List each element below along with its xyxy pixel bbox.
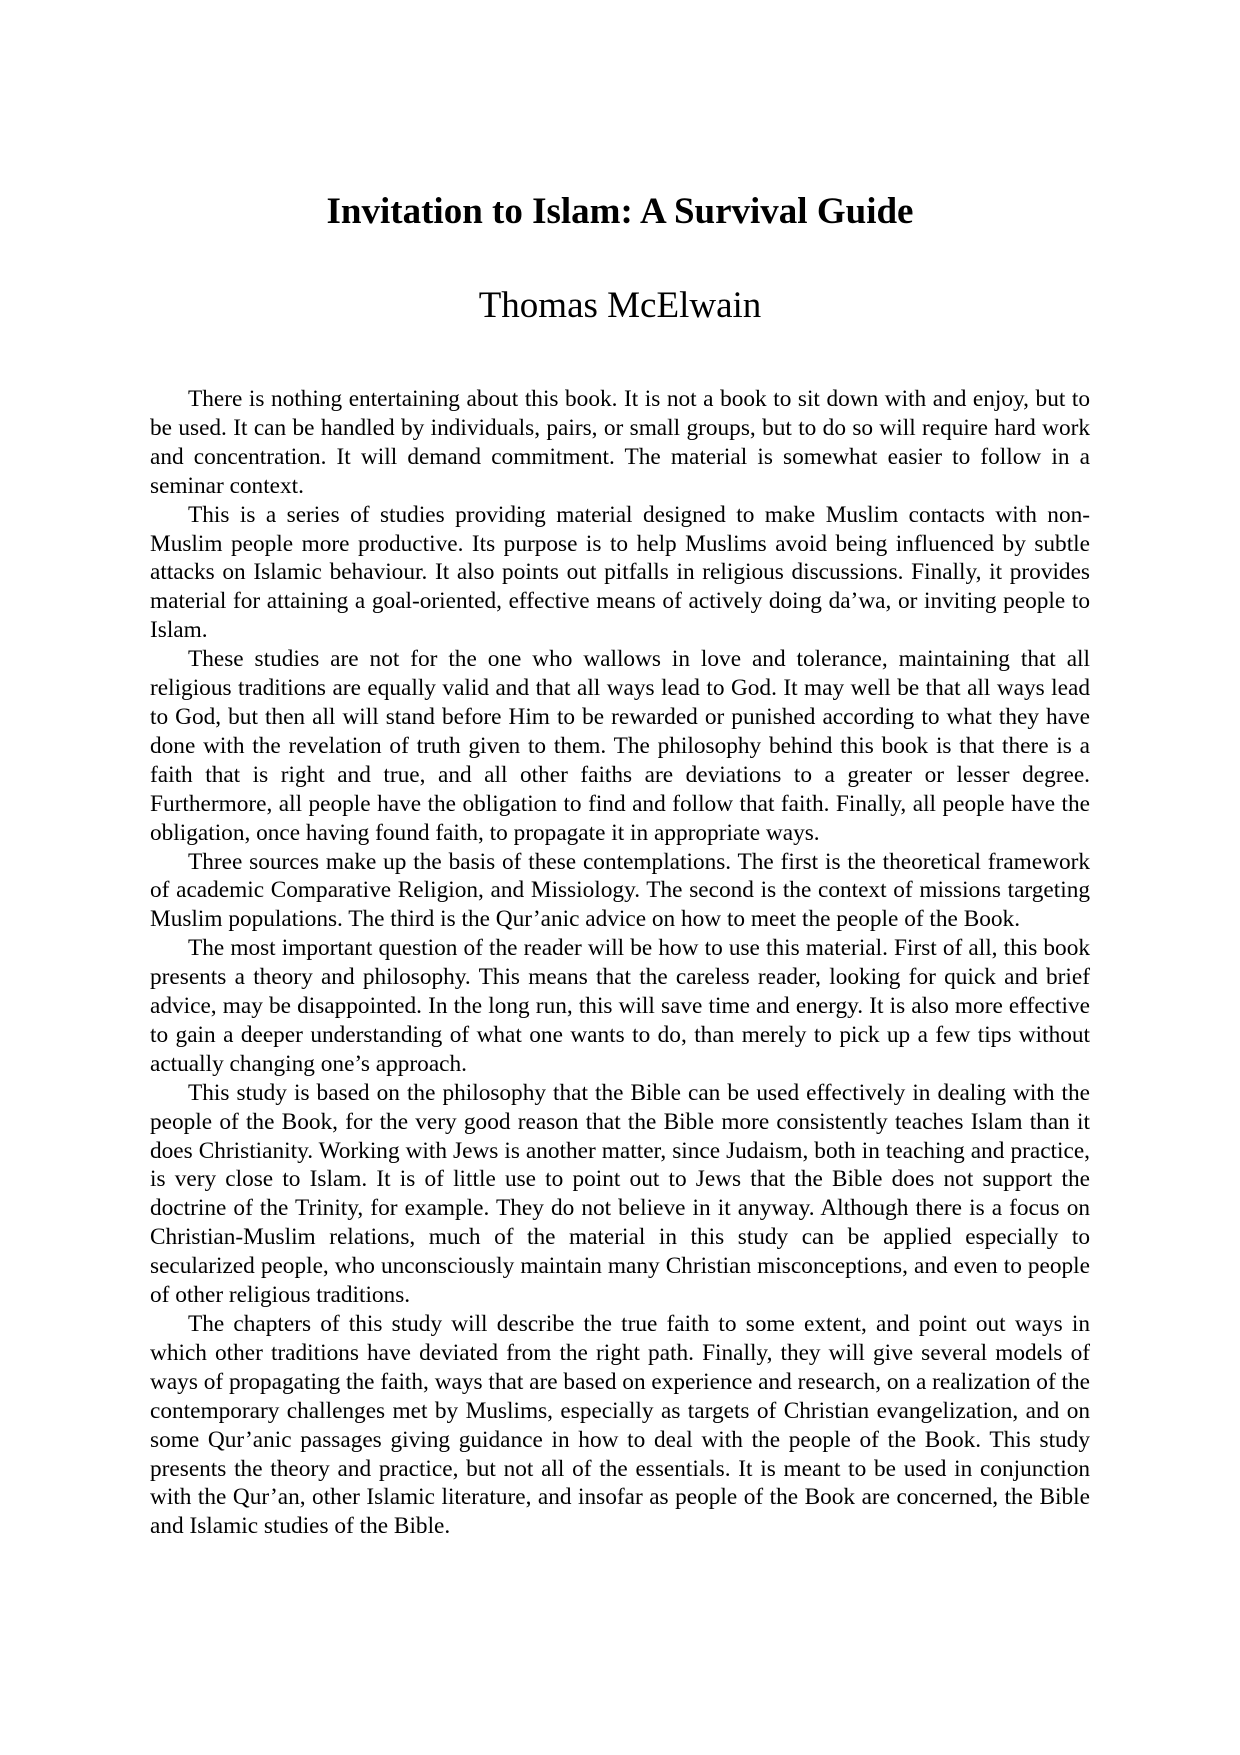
paragraph: There is nothing entertaining about this book. It is not a book to sit down with and enjoy, but to be used. It can be handled by individuals, pairs, or small groups, but to do so will require hard work and concentration. It will demand commitment. The material is somewhat easier to follow in a seminar context. <box>150 386 1090 499</box>
paragraph: Three sources make up the basis of these contemplations. The first is the theoretical framework of academic Comparative Religion, and Missiology. The second is the context of missions targeting Muslim populations. The third is the Qur’anic advice on how to meet the people of the Book. <box>150 848 1090 933</box>
document-body <box>150 385 1090 1541</box>
paragraph: These studies are not for the one who wallows in love and tolerance, maintaining that all religious traditions are equally valid and that all ways lead to God. It may well be that all ways lead to God, but then all will stand before Him to be rewarded or punished according to what they have done with the revelation of truth given to them. The philosophy behind this book is that there is a faith that is right and true, and all other faiths are deviations to a greater or lesser degree. Furthermore, all people have the obligation to find and follow that faith. Finally, all people have the obligation, once having found faith, to propagate it in appropriate ways. <box>150 646 1090 846</box>
document-title: Invitation to Islam: A Survival Guide <box>326 191 914 232</box>
paragraph: This is a series of studies providing material designed to make Muslim contacts with non-Muslim people more productive. Its purpose is to help Muslims avoid being influenced by subtle attacks on Islamic behaviour. It also points out pitfalls in religious discussions. Finally, it provides material for attaining a goal-oriented, effective means of actively doing da’wa, or inviting people to Islam. <box>150 501 1090 644</box>
paragraph: This study is based on the philosophy that the Bible can be used effectively in dealing with the people of the Book, for the very good reason that the Bible more consistently teaches Islam than it does Christianity. Working with Jews is another matter, since Judaism, both in teaching and practice, is very close to Islam. It is of little use to point out to Jews that the Bible does not support the doctrine of the Trinity, for example. They do not believe in it anyway. Although there is a focus on Christian-Muslim relations, much of the material in this study can be applied especially to secularized people, who unconsciously maintain many Christian misconceptions, and even to people of other religious traditions. <box>150 1079 1090 1309</box>
paragraph: The most important question of the reader will be how to use this material. First of all, this book presents a theory and philosophy. This means that the careless reader, looking for quick and brief advice, may be disappointed. In the long run, this will save time and energy. It is also more effective to gain a deeper understanding of what one wants to do, than merely to pick up a few tips without actually changing one’s approach. <box>150 935 1090 1077</box>
document-author: Thomas McElwain <box>478 285 762 326</box>
paragraph: The chapters of this study will describe the true faith to some extent, and point out ways in which other traditions have deviated from the right path. Finally, they will give several models of ways of propagating the faith, ways that are based on experience and research, on a realization of the contemporary challenges met by Muslims, especially as targets of Christian evangelization, and on some Qur’anic passages giving guidance in how to deal with the people of the Book. This study presents the theory and practice, but not all of the essentials. It is meant to be used in conjunction with the Qur’an, other Islamic literature, and insofar as people of the Book are concerned, the Bible and Islamic studies of the Bible. <box>150 1311 1090 1540</box>
